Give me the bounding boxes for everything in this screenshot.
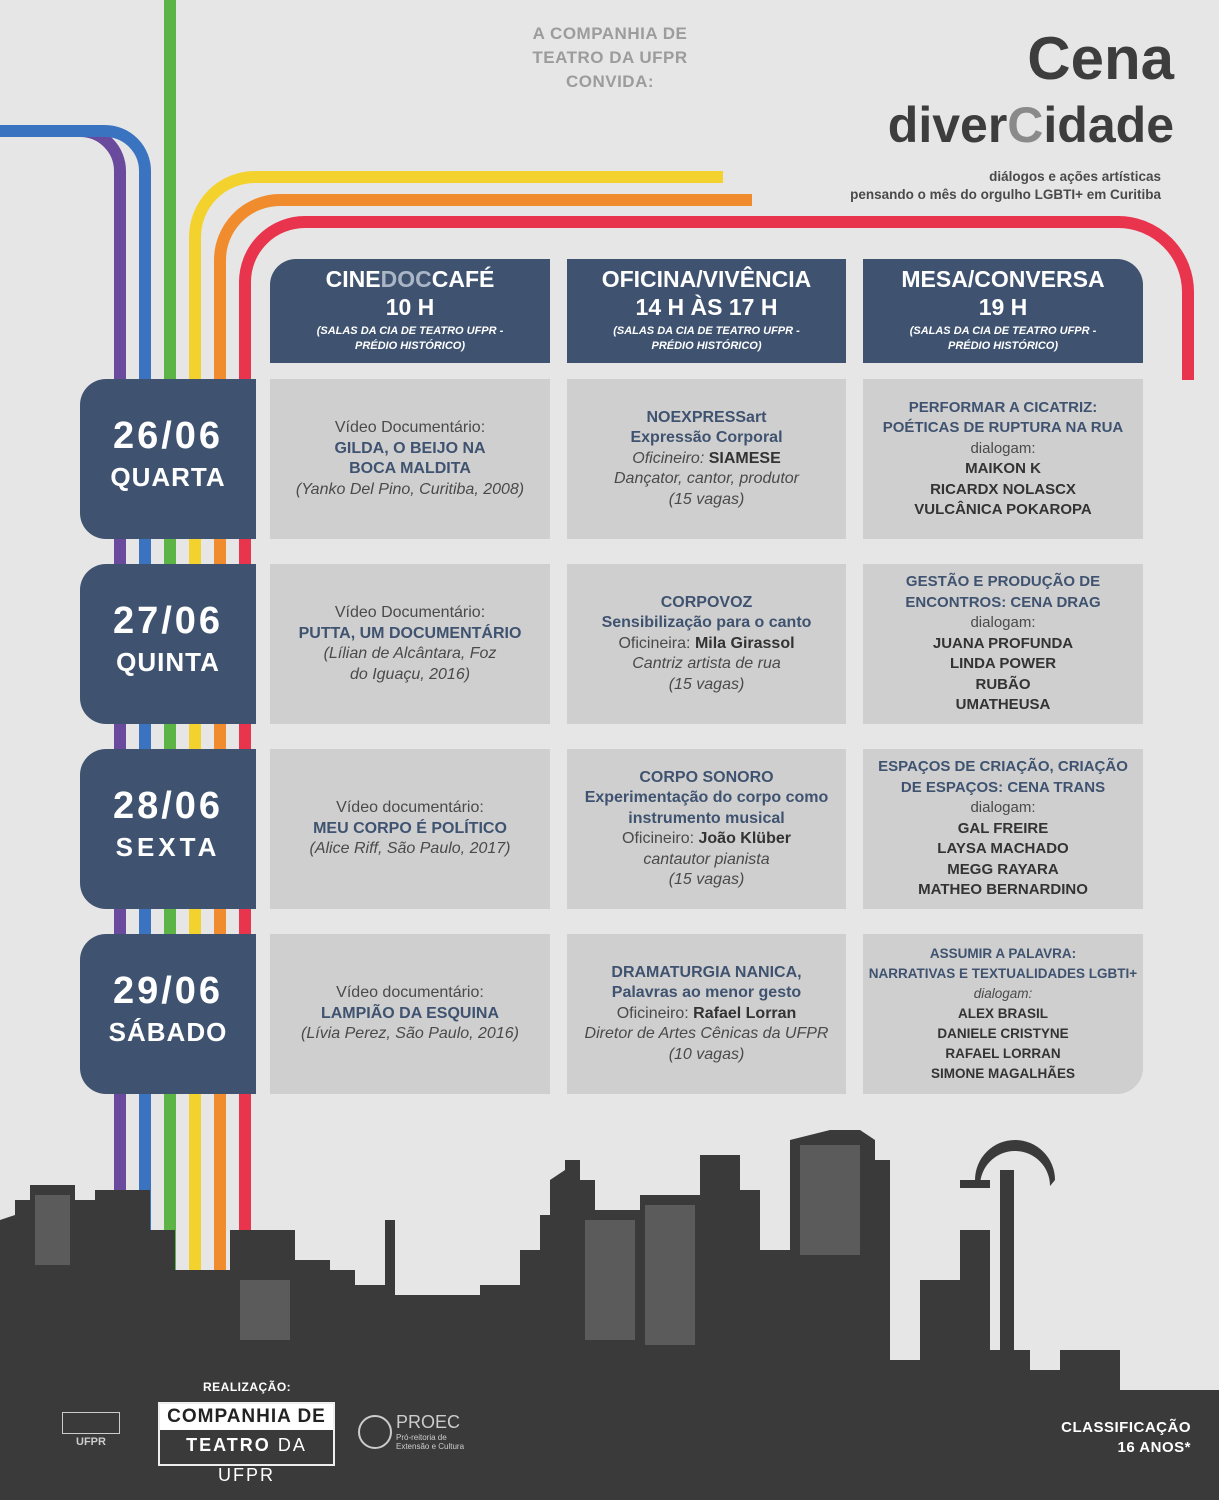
cine-cell — [270, 934, 550, 1094]
proec-logo — [358, 1412, 464, 1451]
cine-credit: (Yanko Del Pino, Curitiba, 2008) — [295, 480, 525, 498]
mesa-cell — [863, 379, 1143, 539]
instructor-name: Mila Girassol — [694, 634, 795, 652]
event-subtitle — [850, 168, 1161, 204]
instructor-name: SIAMESE — [708, 449, 781, 467]
cine-credit: (Lívia Perez, São Paulo, 2016) — [301, 1025, 519, 1043]
oficina-title: Expressão Corporal — [630, 429, 783, 447]
building-icon — [62, 1412, 120, 1434]
mesa-title: PERFORMAR A CICATRIZ: — [908, 398, 1098, 416]
mesa-label: dialogam: — [970, 799, 1036, 817]
header-place: (SALAS DA CIA DE TEATRO UFPR - — [613, 325, 800, 337]
cine-credit: do Iguaçu, 2016) — [349, 665, 471, 683]
mesa-guest: RUBÃO — [975, 675, 1031, 693]
oficina-instructor — [617, 1004, 797, 1025]
mesa-guest: ALEX BRASIL — [957, 1006, 1048, 1021]
column-header-mesa — [863, 259, 1143, 363]
mesa-guest: SIMONE MAGALHÃES — [930, 1066, 1075, 1081]
instructor-role: Oficineiro: — [622, 830, 695, 847]
age-rating — [1061, 1418, 1191, 1458]
title-line-1: Cena — [1027, 25, 1174, 92]
day-label — [80, 379, 256, 539]
mesa-guest: UMATHEUSA — [955, 696, 1051, 714]
mesa-title: DE ESPAÇOS: CENA TRANS — [900, 778, 1106, 796]
day-date: 26/06 — [112, 415, 224, 457]
proec-sub: Pró-reitoria de — [396, 1433, 447, 1442]
day-label — [80, 564, 256, 724]
day-weekday: QUARTA — [110, 462, 226, 492]
day-label — [80, 934, 256, 1094]
mesa-guest: DANIELE CRISTYNE — [937, 1026, 1069, 1041]
oficina-vagas: (15 vagas) — [668, 675, 745, 693]
mesa-title: ENCONTROS: CENA DRAG — [905, 593, 1101, 611]
invite-line: TEATRO DA UFPR — [532, 48, 688, 67]
companhia-logo-teatro: TEATRO — [186, 1435, 271, 1455]
mesa-guest: LAYSA MACHADO — [937, 840, 1069, 858]
oficina-cell — [567, 934, 846, 1094]
day-date: 29/06 — [112, 970, 224, 1012]
oficina-title: CORPO SONORO — [639, 768, 774, 786]
oficina-title: Palavras ao menor gesto — [611, 984, 802, 1002]
header-place: (SALAS DA CIA DE TEATRO UFPR - — [316, 325, 504, 337]
proec-icon — [358, 1415, 392, 1449]
mesa-title: ASSUMIR A PALAVRA: — [929, 946, 1077, 961]
instructor-role: Oficineiro: — [616, 1004, 689, 1022]
mesa-guest: GAL FREIRE — [957, 819, 1049, 837]
cine-kind: Vídeo documentário: — [336, 984, 484, 1002]
day-label — [80, 749, 256, 909]
mesa-guest: MEGG RAYARA — [947, 860, 1059, 878]
mesa-guest: JUANA PROFUNDA — [932, 634, 1074, 652]
instructor-role: Oficineira: — [618, 634, 691, 652]
oficina-title: CORPOVOZ — [660, 593, 753, 611]
mesa-title: GESTÃO E PRODUÇÃO DE — [905, 573, 1101, 591]
instructor-role: Oficineiro: — [632, 449, 705, 467]
cine-cell — [270, 749, 550, 909]
oficina-instructor — [632, 449, 781, 470]
oficina-cell — [567, 749, 846, 909]
oficina-cell — [567, 379, 846, 539]
invite-line: CONVIDA: — [565, 72, 655, 91]
invite-text — [480, 22, 740, 94]
mesa-label: dialogam: — [973, 986, 1033, 1001]
cine-title: BOCA MALDITA — [349, 460, 471, 477]
mesa-guest: RAFAEL LORRAN — [945, 1046, 1061, 1061]
column-header-cine — [270, 259, 550, 363]
mesa-title: POÉTICAS DE RUPTURA NA RUA — [882, 419, 1124, 436]
companhia-logo-line1: COMPANHIA DE — [160, 1404, 333, 1430]
instructor-desc: Dançator, cantor, produtor — [614, 470, 799, 488]
day-weekday: SÁBADO — [108, 1017, 228, 1047]
mesa-guest: MATHEO BERNARDINO — [918, 881, 1088, 899]
header-place: PRÉDIO HISTÓRICO) — [947, 340, 1058, 352]
oficina-title: Sensibilização para o canto — [601, 614, 812, 632]
cine-title: LAMPIÃO DA ESQUINA — [320, 1004, 500, 1022]
header-place: (SALAS DA CIA DE TEATRO UFPR - — [909, 325, 1097, 337]
subtitle-line: diálogos e ações artísticas — [989, 169, 1161, 184]
oficina-cell — [567, 564, 846, 724]
header-hour: 14 H ÀS 17 H — [635, 294, 778, 320]
companhia-logo — [158, 1402, 335, 1485]
day-date: 28/06 — [112, 785, 224, 827]
cine-kind: Vídeo Documentário: — [334, 604, 486, 621]
proec-sub: Extensão e Cultura — [396, 1442, 465, 1451]
oficina-instructor — [622, 829, 791, 850]
header-title: OFICINA/VIVÊNCIA — [601, 266, 812, 292]
header-title: MESA/CONVERSA — [901, 266, 1105, 292]
ufpr-text: UFPR — [76, 1436, 106, 1448]
age-rating-value: 16 ANOS* — [1117, 1439, 1191, 1456]
cine-credit: (Alice Riff, São Paulo, 2017) — [309, 840, 511, 858]
oficina-vagas: (10 vagas) — [668, 1045, 745, 1063]
invite-line: A COMPANHIA DE — [532, 24, 688, 43]
header-title-highlight: DOC — [380, 266, 432, 292]
subtitle-line: pensando o mês do orgulho LGBTI+ em Curitiba — [850, 187, 1161, 202]
cine-title: MEU CORPO É POLÍTICO — [313, 819, 507, 837]
cine-cell — [270, 564, 550, 724]
mesa-cell — [863, 934, 1143, 1094]
cine-title: GILDA, O BEIJO NA — [334, 439, 486, 457]
header-title: CINE — [325, 266, 381, 292]
mesa-cell — [863, 749, 1143, 909]
header-place: PRÉDIO HISTÓRICO) — [354, 340, 465, 352]
header-place: PRÉDIO HISTÓRICO) — [651, 340, 762, 352]
mesa-guest: RICARDX NOLASCX — [930, 480, 1076, 498]
instructor-desc: cantautor pianista — [643, 850, 770, 868]
mesa-guest: VULCÂNICA POKAROPA — [914, 501, 1092, 518]
proec-text: PROEC — [396, 1412, 461, 1432]
event-title — [887, 25, 1174, 160]
header-title: CAFÉ — [431, 266, 495, 292]
mesa-guest: MAIKON K — [965, 460, 1041, 477]
title-part: idade — [1043, 97, 1174, 153]
day-date: 27/06 — [112, 600, 224, 642]
oficina-title: NOEXPRESSart — [646, 408, 767, 426]
cine-credit: (Lílian de Alcântara, Foz — [323, 645, 497, 662]
day-weekday: SEXTA — [115, 832, 221, 862]
realizacao-label: REALIZAÇÃO: — [203, 1380, 292, 1394]
mesa-title: NARRATIVAS E TEXTUALIDADES LGBTI+ — [868, 966, 1138, 981]
title-part-highlight: C — [1007, 97, 1044, 153]
instructor-name: Rafael Lorran — [693, 1004, 797, 1022]
oficina-vagas: (15 vagas) — [668, 871, 745, 888]
oficina-title: instrumento musical — [628, 809, 785, 827]
mesa-label: dialogam: — [970, 439, 1036, 457]
age-rating-label: CLASSIFICAÇÃO — [1061, 1419, 1191, 1436]
header-hour: 10 H — [385, 294, 435, 320]
cine-kind: Vídeo documentário: — [336, 799, 484, 817]
mesa-guest: LINDA POWER — [949, 655, 1057, 673]
mesa-title: ESPAÇOS DE CRIAÇÃO, CRIAÇÃO — [878, 758, 1128, 776]
cine-cell — [270, 379, 550, 539]
cine-title: PUTTA, UM DOCUMENTÁRIO — [298, 624, 522, 642]
day-weekday: QUINTA — [116, 647, 220, 677]
instructor-desc: Diretor de Artes Cênicas da UFPR — [584, 1025, 829, 1043]
oficina-vagas: (15 vagas) — [668, 490, 745, 508]
title-line-2 — [888, 90, 1174, 160]
instructor-name: João Klüber — [698, 830, 791, 847]
mesa-label: dialogam: — [970, 614, 1036, 632]
oficina-title: Experimentação do corpo como — [584, 789, 829, 806]
column-header-oficina — [567, 259, 846, 363]
title-part: diver — [887, 97, 1008, 153]
mesa-cell — [863, 564, 1143, 724]
cine-kind: Vídeo Documentário: — [334, 419, 486, 436]
oficina-title: DRAMATURGIA NANICA, — [611, 963, 802, 981]
ufpr-logo — [62, 1412, 120, 1448]
oficina-instructor — [618, 634, 794, 655]
instructor-desc: Cantriz artista de rua — [632, 655, 781, 673]
header-hour: 19 H — [978, 294, 1028, 320]
companhia-logo-ufpr: DA UFPR — [218, 1435, 307, 1485]
